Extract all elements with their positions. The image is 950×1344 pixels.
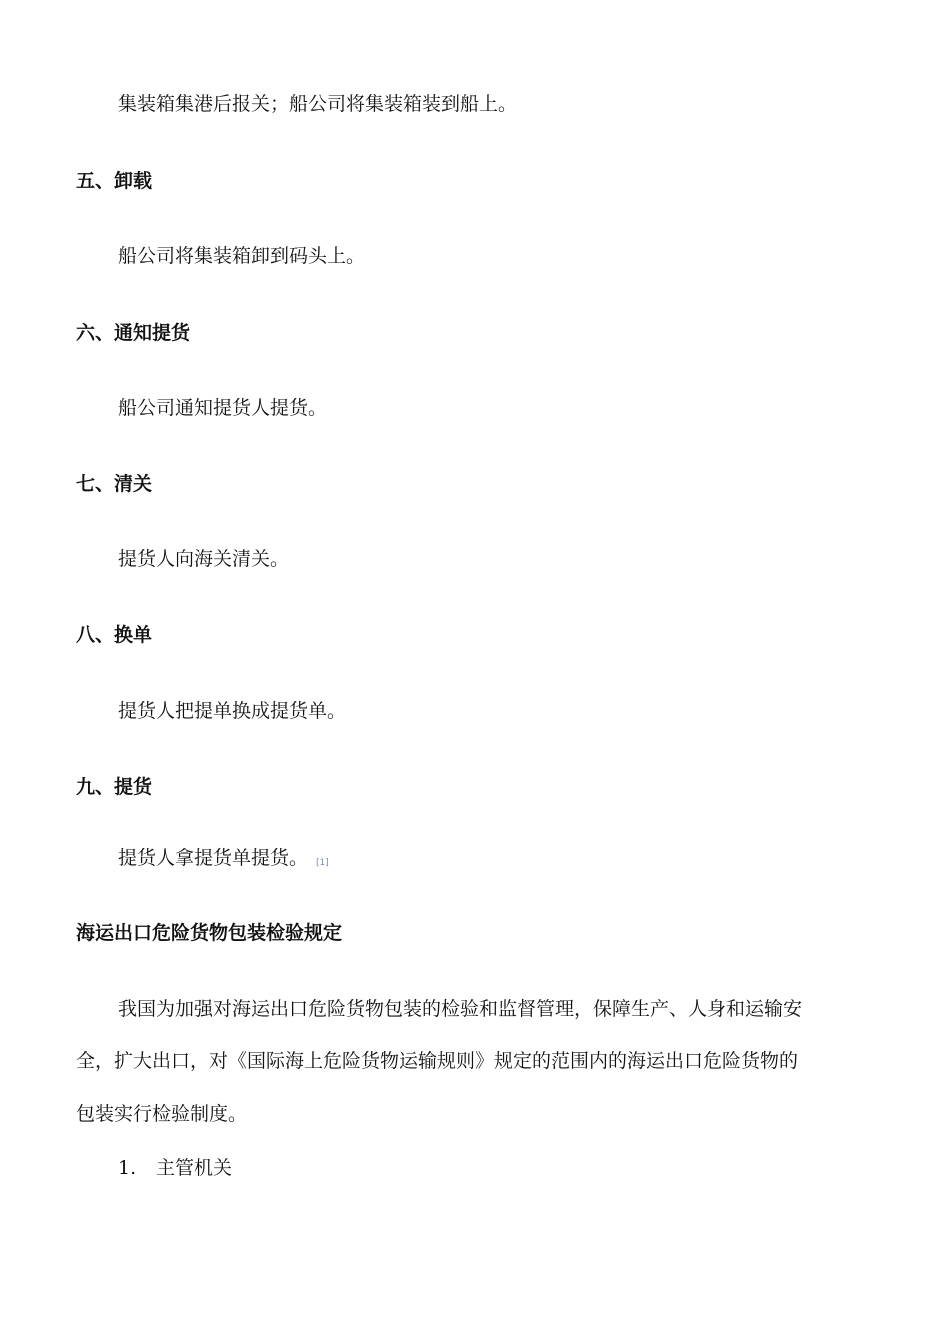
section-paragraph-line-2: 全，扩大出口，对《国际海上危险货物运输规则》规定的范围内的海运出口危险货物的 [76,1050,799,1072]
list-item-number: 1. [118,1157,137,1179]
section-paragraph-line-1: 我国为加强对海运出口危险货物包装的检验和监督管理，保障生产、人身和运输安 [118,998,803,1020]
section-title: 海运出口危险货物包装检验规定 [76,922,343,944]
heading-notify-pickup: 六、通知提货 [76,322,191,344]
paragraph-exchange-order: 提货人把提单换成提货单。 [118,700,347,722]
paragraph-notify-pickup: 船公司通知提货人提货。 [118,397,328,419]
heading-pickup: 九、提货 [76,776,153,798]
list-item-text: 主管机关 [156,1157,233,1179]
heading-exchange-order: 八、换单 [76,624,153,646]
section-paragraph-line-3: 包装实行检验制度。 [76,1103,248,1125]
footnote-reference[interactable]: [1] [316,858,329,868]
heading-unloading: 五、卸载 [76,170,153,192]
paragraph-unloading: 船公司将集装箱卸到码头上。 [118,245,366,267]
heading-customs-clearance: 七、清关 [76,473,153,495]
paragraph-pickup [118,845,329,875]
paragraph-pickup-text: 提货人拿提货单提货。 [118,847,309,869]
paragraph-customs-clearance: 提货人向海关清关。 [118,548,290,570]
paragraph-loading: 集装箱集港后报关；船公司将集装箱装到船上。 [118,93,518,115]
